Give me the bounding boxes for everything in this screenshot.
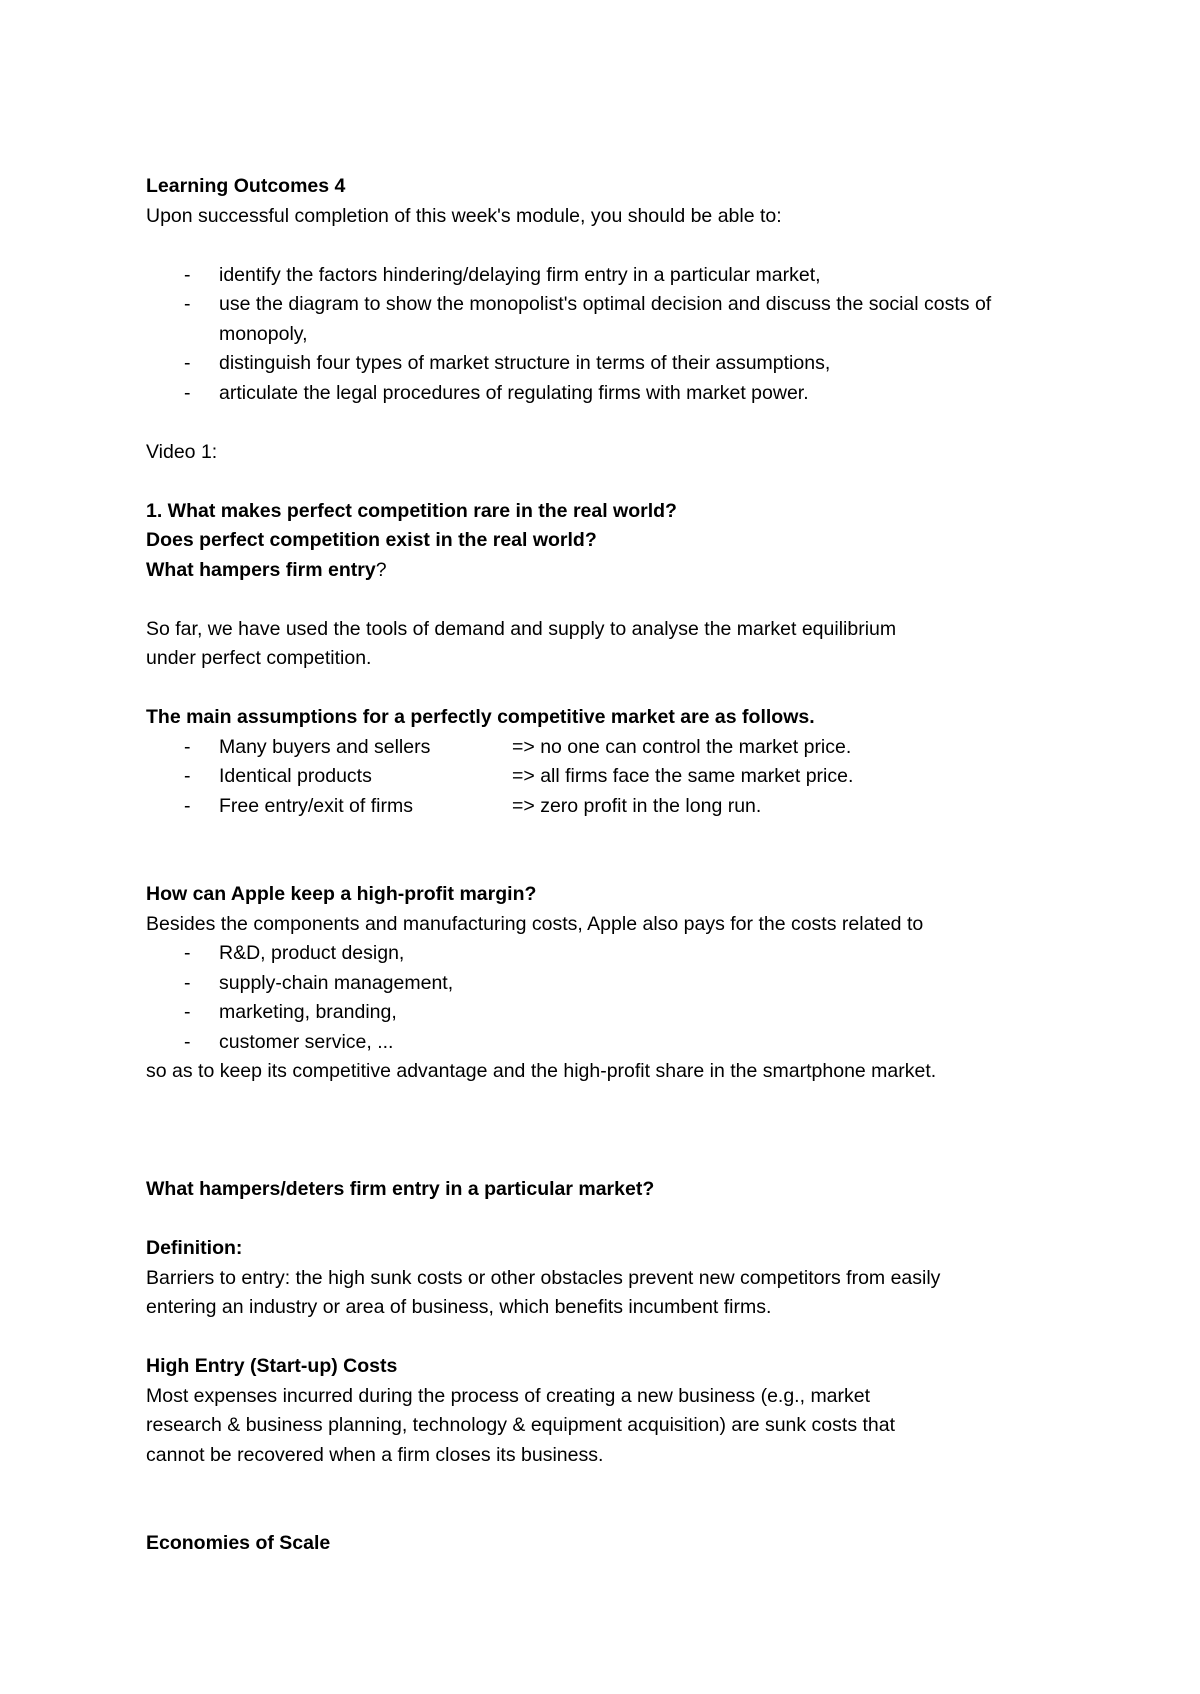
bullet-dash: - [184, 263, 191, 286]
apple-conclusion: so as to keep its competitive advantage and the high-profit share in the smartphone market. [146, 1060, 937, 1082]
bullet-dash: - [184, 1001, 191, 1023]
list-item: - customer service, ... [146, 1028, 1086, 1058]
assumptions-heading: The main assumptions for a perfectly competitive market are as follows. [146, 706, 815, 728]
startup-costs-line-3: cannot be recovered when a firm closes its business. [146, 1443, 604, 1466]
learning-outcomes-heading: Learning Outcomes 4 [146, 175, 346, 197]
startup-costs-heading: High Entry (Start-up) Costs [146, 1355, 398, 1377]
bullet-dash: - [184, 765, 191, 787]
apple-heading: How can Apple keep a high-profit margin? [146, 883, 537, 905]
definition-line-1: Barriers to entry: the high sunk costs or other obstacles prevent new competitors from easily [146, 1266, 941, 1289]
list-item: - distinguish four types of market structure in terms of their assumptions, [146, 349, 1086, 379]
video-label: Video 1: [146, 440, 218, 463]
learning-outcomes-list [146, 261, 1086, 409]
bullet-dash: - [184, 942, 191, 964]
list-item: - R&D, product design, [146, 939, 1086, 969]
apple-intro: Besides the components and manufacturing costs, Apple also pays for the costs related to [146, 912, 924, 935]
list-item: - marketing, branding, [146, 998, 1086, 1028]
question-2: Does perfect competition exist in the real world? [146, 529, 597, 551]
barriers-heading: What hampers/deters firm entry in a particular market? [146, 1178, 655, 1200]
bullet-dash: - [184, 794, 191, 817]
so-far-line-2: under perfect competition. [146, 647, 372, 669]
startup-costs-line-2: research & business planning, technology & equipment acquisition) are sunk costs that [146, 1414, 896, 1436]
list-item: - use the diagram to show the monopolist's optimal decision and discuss the social costs of monopoly, [146, 290, 1086, 349]
question-3: What hampers firm entry? [146, 558, 387, 581]
so-far-line-1: So far, we have used the tools of demand and supply to analyse the market equilibrium [146, 617, 897, 640]
learning-outcomes-intro: Upon successful completion of this week's module, you should be able to: [146, 204, 782, 227]
apple-costs-list [146, 939, 1086, 1057]
bullet-dash: - [184, 381, 191, 404]
bullet-dash: - [184, 293, 191, 315]
definition-line-2: entering an industry or area of business, which benefits incumbent firms. [146, 1296, 772, 1318]
assumptions-list [146, 733, 1086, 822]
list-item: - articulate the legal procedures of regulating firms with market power. [146, 379, 1086, 409]
question-1: 1. What makes perfect competition rare in the real world? [146, 499, 677, 522]
bullet-dash: - [184, 735, 191, 758]
startup-costs-line-1: Most expenses incurred during the process of creating a new business (e.g., market [146, 1384, 871, 1407]
definition-label: Definition: [146, 1237, 243, 1259]
economies-of-scale-heading: Economies of Scale [146, 1532, 331, 1554]
list-item: - identify the factors hindering/delaying firm entry in a particular market, [146, 261, 1086, 291]
list-item: - Many buyers and sellers => no one can control the market price. [146, 733, 1086, 763]
list-item: - Free entry/exit of firms => zero profit in the long run. [146, 792, 1086, 822]
list-item: - Identical products => all firms face the same market price. [146, 762, 1086, 792]
bullet-dash: - [184, 971, 191, 994]
document-page [146, 172, 1086, 1559]
list-item: - supply-chain management, [146, 969, 1086, 999]
bullet-dash: - [184, 352, 191, 374]
bullet-dash: - [184, 1030, 191, 1053]
